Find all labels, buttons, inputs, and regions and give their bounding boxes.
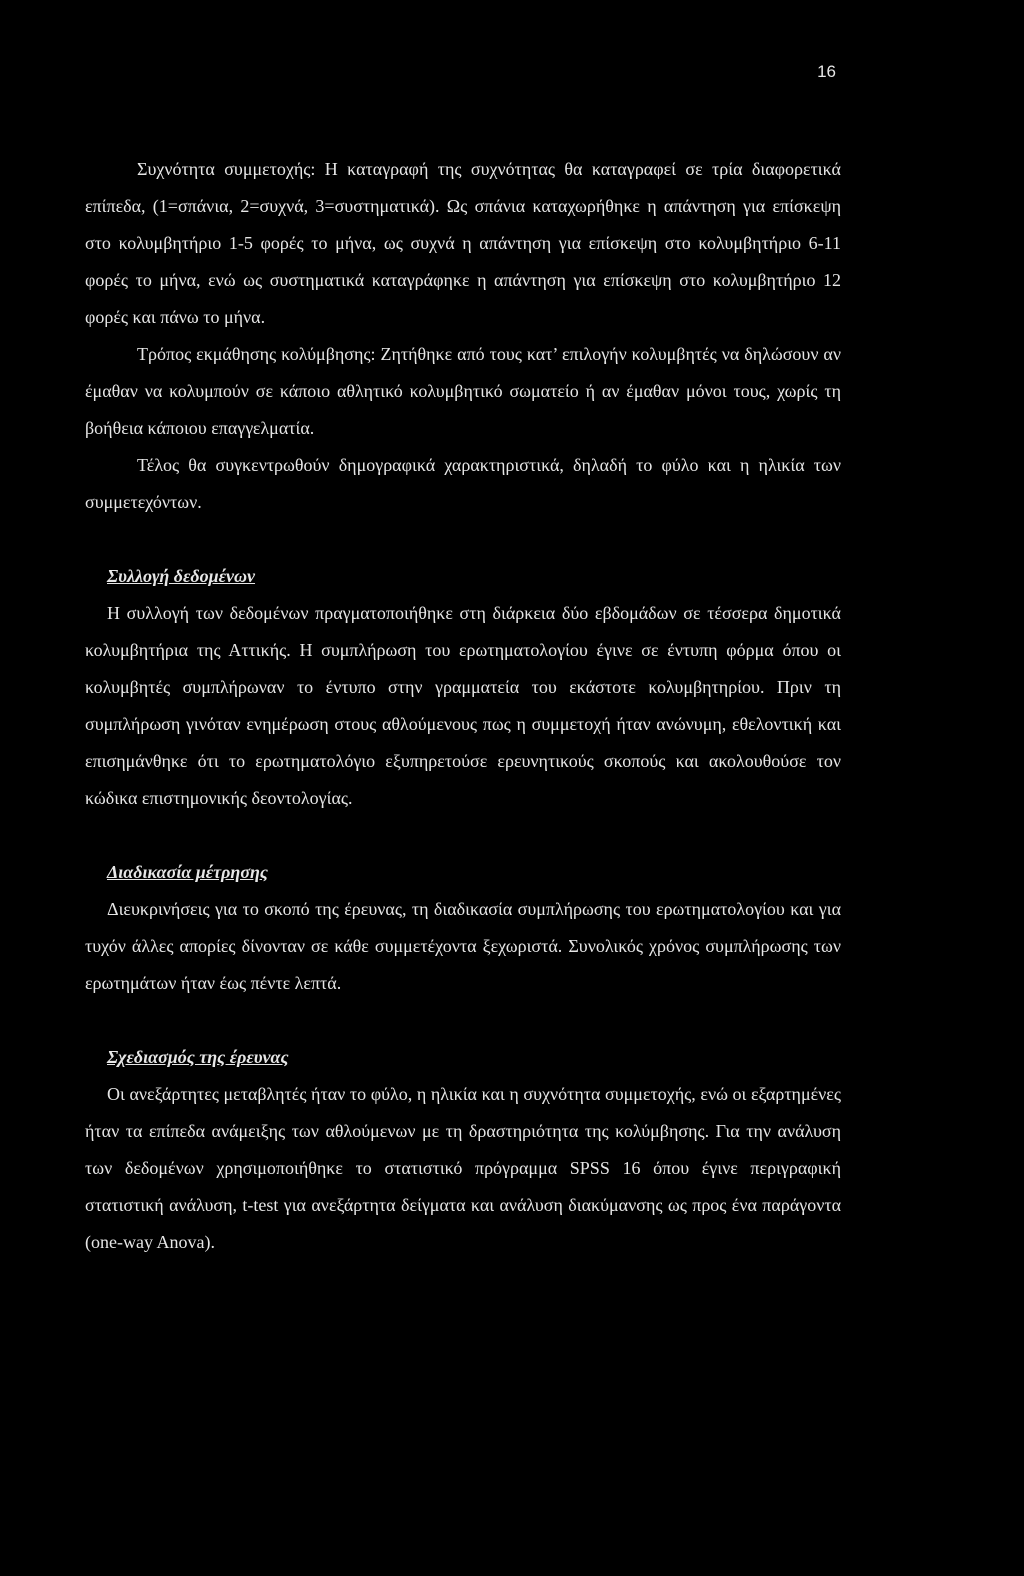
section-body-procedure: Διευκρινήσεις για το σκοπό της έρευνας, τη διαδικασία συμπλήρωσης του ερωτηματολογίου και για τυχόν άλλες απορίες δίνονταν σε κάθε συμμετέχοντα ξεχωριστά. Συνολικός χρόνος συμπλήρωσης των ερωτημάτων ήταν έως πέντε λεπτά.	[85, 899, 841, 993]
paragraph-frequency: Συχνότητα συμμετοχής: Η καταγραφή της συχνότητας θα καταγραφεί σε τρία διαφορετικά επίπεδα, (1=σπάνια, 2=συχνά, 3=συστηματικά). Ως σπάνια καταχωρήθηκε η απάντηση για επίσκεψη στο κολυμβητήριο 1-5 φορές το μήνα, ως συχνά η απάντηση για επίσκεψη στο κολυμβητήριο 6-11 φορές το μήνα, ενώ ως συστηματικά καταγράφηκε η απάντηση για επίσκεψη στο κολυμβητήριο 12 φορές και πάνω το μήνα.	[85, 159, 841, 327]
section-title-design: Σχεδιασμός της έρευνας	[107, 1047, 289, 1067]
section-body-data-collection: Η συλλογή των δεδομένων πραγματοποιήθηκε στη διάρκεια δύο εβδομάδων σε τέσσερα δημοτικά κολυμβητήρια της Αττικής. Η συμπλήρωση του ερωτηματολογίου έγινε σε έντυπη φόρμα όπου οι κολυμβητές συμπλήρωναν το έντυπο στην γραμματεία του εκάστοτε κολυμβητηρίου. Πριν τη συμπλήρωση γινόταν ενημέρωση στους αθλούμενους πως η συμμετοχή ήταν ανώνυμη, εθελοντική και επισημάνθηκε ότι το ερωτηματολόγιο εξυπηρετούσε ερευνητικούς σκοπούς και ακολουθούσε τον κώδικα επιστημονικής δεοντολογίας.	[85, 603, 841, 808]
document-body	[85, 151, 841, 1261]
section-spacer	[85, 521, 841, 558]
page-number: 16	[817, 62, 836, 81]
paragraph-demographics: Τέλος θα συγκεντρωθούν δημογραφικά χαρακτηριστικά, δηλαδή το φύλο και η ηλικία των συμμετεχόντων.	[85, 455, 841, 512]
paragraph-learning: Τρόπος εκμάθησης κολύμβησης: Ζητήθηκε από τους κατ’ επιλογήν κολυμβητές να δηλώσουν αν έμαθαν να κολυμπούν σε κάποιο αθλητικό κολυμβητικό σωματείο ή αν έμαθαν μόνοι τους, χωρίς τη βοήθεια κάποιου επαγγελματία.	[85, 344, 841, 438]
section-title-procedure: Διαδικασία μέτρησης	[107, 862, 268, 882]
section-spacer	[85, 1002, 841, 1039]
section-spacer	[85, 817, 841, 854]
section-title-data-collection: Συλλογή δεδομένων	[107, 566, 256, 586]
section-body-design: Οι ανεξάρτητες μεταβλητές ήταν το φύλο, η ηλικία και η συχνότητα συμμετοχής, ενώ οι εξαρτημένες ήταν τα επίπεδα ανάμειξης των αθλούμενων με τη δραστηριότητα της κολύμβησης. Για την ανάλυση των δεδομένων χρησιμοποιήθηκε το στατιστικό πρόγραμμα SPSS 16 όπου έγινε περιγραφική στατιστική ανάλυση, t-test για ανεξάρτητα δείγματα και ανάλυση διακύμανσης ως προς ένα παράγοντα (one-way Anova).	[85, 1084, 841, 1252]
